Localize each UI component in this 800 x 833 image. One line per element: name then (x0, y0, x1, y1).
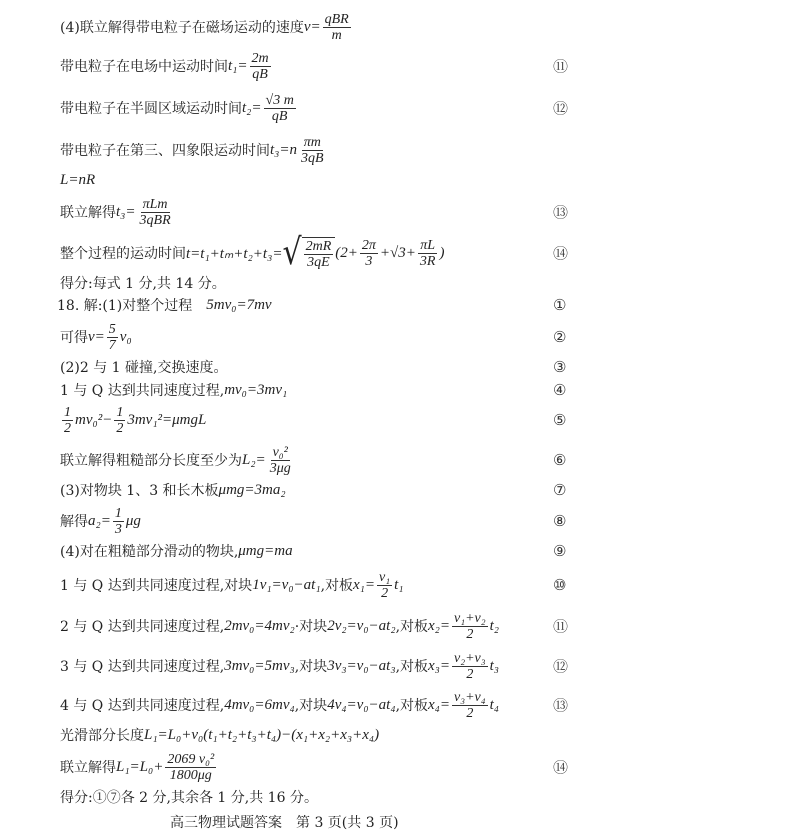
line-text: ,对块 (294, 659, 328, 675)
fraction (113, 506, 124, 537)
denominator: 2 (466, 626, 474, 642)
denominator: 2 (381, 585, 389, 601)
square-root (282, 231, 335, 274)
math-expression: L₂= (242, 451, 266, 468)
denominator: 3R (419, 253, 436, 269)
math-expression: 3v₃=v₀−at₃ (327, 657, 396, 674)
math-expression: 4mv₀=6mv₄ (224, 696, 295, 713)
denominator: 2 (116, 420, 124, 436)
math-expression: 2v₂=v₀−at₂ (327, 617, 396, 634)
numerator: v₁+v₂ (454, 610, 486, 626)
numerator: v₀² (272, 444, 288, 460)
math-expression: t₃= (116, 203, 136, 220)
math-expression: 2mv₀=4mv₂ (224, 617, 295, 634)
line-text: 得分:每式 1 分,共 14 分。 (60, 276, 226, 292)
math-expression: L₁=L₀+ (116, 758, 164, 775)
denominator: 2 (466, 705, 474, 721)
math-expression: t₂ (489, 617, 500, 634)
line-text: ·对块 (294, 619, 328, 635)
line-text: 带电粒子在半圆区域运动时间 (60, 101, 242, 117)
math-expression: a₂= (88, 512, 111, 529)
math-expression: x₁= (353, 576, 376, 593)
fraction (360, 238, 378, 269)
equation-number: ① (553, 296, 567, 314)
math-expression: x₃= (428, 657, 451, 674)
line-text: (2)2 与 1 碰撞,交换速度。 (60, 360, 228, 376)
denominator: 3qB (301, 150, 324, 166)
equation-number: ⑬ (553, 203, 569, 222)
math-expression: t₃=n (270, 141, 298, 158)
equation-number: ⑪ (553, 57, 569, 76)
fraction (138, 197, 173, 228)
numerator: 5 (108, 321, 116, 337)
math-expression: t₁ (394, 576, 404, 593)
line-text: 联立解得 (60, 760, 116, 776)
line-text: 带电粒子在第三、四象限运动时间 (60, 143, 270, 159)
denominator: 7 (108, 337, 116, 353)
line-text: ,对板 (395, 698, 429, 714)
denominator: 1800μg (169, 767, 212, 783)
denominator: qB (252, 66, 268, 82)
numerator: v₃+v₄ (454, 689, 486, 705)
line-text: 联立解得粗糙部分长度至少为 (60, 453, 242, 469)
numerator: v₁ (379, 569, 391, 585)
math-expression: mv₀=3mv₁ (224, 381, 288, 398)
math-expression: 3mv₀=5mv₃ (224, 657, 295, 674)
equation-number: ⑨ (553, 542, 567, 560)
page-footer: 高三物理试题答案 第 3 页(共 3 页) (170, 815, 399, 831)
equation-number: ③ (553, 358, 567, 376)
math-expression: 4v₄=v₀−at₄ (327, 696, 396, 713)
math-expression: t₁= (228, 57, 248, 74)
line-text: 光滑部分长度 (60, 728, 144, 744)
fraction (165, 752, 216, 783)
line-text: 1 与 Q 达到共同速度过程,对块 (60, 578, 253, 594)
equation-number: ④ (553, 381, 567, 399)
numerator: 1 (116, 404, 124, 420)
fraction (107, 322, 118, 353)
math-expression: v= (303, 18, 321, 35)
equation-number: ② (553, 328, 567, 346)
math-expression: μg (125, 512, 141, 529)
fraction (452, 611, 488, 642)
fraction (452, 690, 488, 721)
fraction (250, 51, 271, 82)
denominator: 3μg (269, 460, 291, 476)
numerator: 2mR (305, 238, 332, 254)
fraction (304, 239, 334, 270)
line-text: (4)对在粗糙部分滑动的物块, (60, 544, 239, 560)
fraction (452, 651, 488, 682)
line-text: 可得 (60, 330, 88, 346)
line-text: 3 与 Q 达到共同速度过程, (60, 659, 225, 675)
fraction (114, 405, 125, 436)
line-text: 解得 (60, 514, 88, 530)
line-text: ,对块 (294, 698, 328, 714)
line-text: ,对板 (320, 578, 354, 594)
radical-sign-icon: √ (282, 231, 302, 274)
math-expression: x₂= (428, 617, 451, 634)
equation-number: ⑪ (553, 617, 569, 636)
math-expression: 1v₁=v₀−at₁ (252, 576, 321, 593)
equation-number: ⑩ (553, 576, 567, 594)
fraction (62, 405, 73, 436)
math-expression: t=t₁+tₘ+t₂+t₃= (186, 245, 283, 262)
math-expression: v₀ (119, 328, 132, 345)
equation-number: ⑥ (553, 451, 567, 469)
math-expression: μmg=3ma₂ (218, 481, 286, 498)
numerator: 2069 v₀² (167, 751, 215, 767)
math-expression: mv₀²− (75, 411, 113, 428)
fraction (418, 238, 438, 269)
line-text: 联立解得 (60, 205, 116, 221)
numerator: πL (420, 237, 436, 253)
numerator: πLm (142, 196, 168, 212)
numerator: v₂+v₃ (454, 650, 486, 666)
denominator: 3 (365, 253, 373, 269)
equation-number: ⑧ (553, 512, 567, 530)
fraction (268, 445, 293, 476)
line-text: (3)对物块 1、3 和长木板 (60, 483, 219, 499)
line-text: ,对板 (395, 659, 429, 675)
line-text: 1 与 Q 达到共同速度过程, (60, 383, 225, 399)
math-expression: +√3+ (379, 244, 416, 261)
line-text: 2 与 Q 达到共同速度过程, (60, 619, 225, 635)
math-expression: L₁=L₀+v₀(t₁+t₂+t₃+t₄)−(x₁+x₂+x₃+x₄) (144, 726, 380, 743)
fraction (377, 570, 392, 601)
numerator: 1 (114, 505, 122, 521)
line-text: ,对板 (395, 619, 429, 635)
numerator: πm (303, 134, 321, 150)
radicand (302, 237, 336, 270)
equation-number: ⑫ (553, 657, 569, 676)
fraction (323, 12, 351, 43)
equation-number: ⑭ (553, 758, 569, 777)
line-text: 得分:①⑦各 2 分,其余各 1 分,共 16 分。 (60, 790, 318, 806)
math-expression: ) (439, 244, 445, 261)
math-expression: 3mv₁²=μmgL (127, 411, 207, 428)
line-text: (4)联立解得带电粒子在磁场运动的速度 (60, 20, 304, 36)
denominator: 3qE (307, 254, 330, 270)
fraction (299, 135, 326, 166)
math-expression: μmg=ma (238, 542, 293, 559)
denominator: qB (271, 108, 288, 124)
math-expression: t₃ (489, 657, 500, 674)
math-expression: (2+ (335, 244, 358, 261)
math-expression: 5mv₀=7mv (206, 296, 272, 313)
equation-number: ⑬ (553, 696, 569, 715)
math-expression: x₄= (428, 696, 451, 713)
numerator: 2m (251, 50, 269, 66)
equation-number: ⑤ (553, 411, 567, 429)
line-text: 带电粒子在电场中运动时间 (60, 59, 228, 75)
numerator: 1 (64, 404, 71, 420)
equation-number: ⑫ (553, 99, 569, 118)
fraction (264, 93, 296, 124)
denominator: 2 (64, 420, 71, 436)
numerator: qBR (324, 11, 349, 27)
equation-number: ⑦ (553, 481, 567, 499)
equation-number: ⑭ (553, 244, 569, 263)
line-text: 4 与 Q 达到共同速度过程, (60, 698, 225, 714)
line-text: 整个过程的运动时间 (60, 246, 186, 262)
math-expression: v= (88, 328, 105, 345)
denominator: 3 (114, 521, 122, 537)
numerator: √3 m (265, 92, 294, 108)
denominator: 2 (466, 666, 474, 682)
numerator: 2π (361, 237, 376, 253)
line-text: 18. 解:(1)对整个过程 (57, 298, 207, 314)
math-expression: L=nR (60, 171, 96, 188)
math-expression: t₂= (242, 99, 262, 116)
math-expression: t₄ (489, 696, 500, 713)
denominator: m (331, 27, 342, 43)
denominator: 3qBR (139, 212, 171, 228)
